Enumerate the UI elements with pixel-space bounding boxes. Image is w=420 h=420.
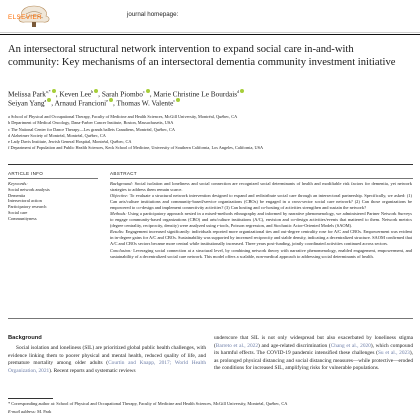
orcid-icon[interactable]	[52, 89, 56, 93]
body-text: underscore that SIL is not only widespread but also exacerbated by loneliness stigma (	[214, 335, 413, 349]
abstract-paragraph	[110, 211, 412, 229]
affiliation-item: b Department of Medical Oncology, Dana-Farber Cancer Institute, Boston, Massachusetts, USA	[8, 120, 174, 126]
keyword-item: Communityness	[8, 215, 37, 221]
journal-header	[0, 0, 420, 34]
author-affiliation-marker: a,*	[45, 89, 51, 94]
article-title: An intersectoral structural network intervention to expand social care in-and-with community: Key mechanisms of an intersectoral dementia community investment initiative	[8, 44, 396, 68]
abstract-paragraph	[110, 181, 412, 193]
author-affiliation-marker: a	[44, 98, 47, 103]
orcid-icon[interactable]	[240, 89, 244, 93]
abstract-section-label: Methods:	[110, 211, 127, 217]
header-divider-dark	[0, 34, 420, 35]
background-heading: Background	[8, 335, 42, 341]
author-name[interactable]: Melissa Park	[8, 89, 46, 99]
keywords-list	[8, 187, 50, 221]
author-name[interactable]: Sarah Piombo	[101, 89, 143, 99]
author-name[interactable]: Thomas W. Valente	[116, 98, 174, 108]
abstract-paragraph	[110, 248, 412, 260]
keyword-item: Participatory research	[8, 204, 47, 210]
authors-line-1: Melissa Park$^{a,*}$ , Keven Lee$^b$ , Sarah Piombo$^c$ , Marie Christine Le Bourdais$^d$	[8, 87, 408, 98]
citation-link[interactable]: Su et al., 2023	[377, 350, 410, 357]
abstract-divider	[110, 178, 413, 179]
citation-link[interactable]: Courtin and Knapp, 2017; World Health Organization, 2021	[8, 360, 206, 374]
orcid-icon[interactable]	[109, 98, 113, 102]
email-line	[8, 409, 413, 415]
abstract-end-divider	[8, 318, 413, 319]
author-name[interactable]: Arnaud Francioni	[54, 98, 107, 108]
orcid-icon[interactable]	[94, 89, 98, 93]
keyword-item: Social care	[8, 209, 28, 215]
email-label: E-mail address:	[8, 409, 37, 414]
orcid-icon[interactable]	[44, 98, 51, 103]
affiliation-item: a School of Physical and Occupational Therapy, Faculty of Medicine and Health Sciences, McGill University, Montréal, Québec, CA	[8, 114, 238, 119]
journal-homepage-label: journal homepage:	[127, 11, 179, 18]
abstract-section-text: To evaluate a structural network intervention designed to expand and redistribute social care through an intersectoral partnership. Specifically, we asked: (1) Can arts/culture institutions and community-based/service organizations (CBOs) be engaged in a cross-sector social care network? (2) Can those organizations be empowered to co-design and implement connectivity activities? (3) Can hosting and co-hosting of activities strengthen and sustain the network?	[110, 193, 412, 211]
abstract-section-text: Engagement increased significantly: individuals reported more organizational ties and out-degree centrality rose for A/C and CBOs. Empowerment was evident in in-degree gains for A/C and CBOs. Sustainability was supported by increased reciprocity and stable density, indicating a decentralized structure. SAOM confirmed that A/C and CBOs sectors became more central while institutionally increased. Three years post-funding, jointly coordinated activities continued across sectors.	[110, 229, 412, 247]
abstract-section-text: Using a participatory approach nested in a mixed-methods ethnography and informed by narrative phenomenology, we administered Partner Network Surveys to engage community-based organizations (CBO) and arts/culture institutions (A/C), envision and co-design activities/events that mattered to them. Network metrics (degree centrality, reciprocity, density) were analyzed using r-tools, Poisson regression, and Stochastic Actor-Oriented Models (SAOM).	[110, 211, 412, 229]
author-name[interactable]: Seiyan Yang	[8, 98, 45, 108]
abstract-section-text: Social isolation and loneliness and social connection are recognized social determinants of health and modifiable risk factors for dementia, yet network strategies to address them remain scarce.	[110, 181, 412, 193]
abstract-body	[110, 181, 412, 260]
body-left-column	[8, 345, 206, 375]
footnote-divider	[8, 398, 53, 399]
keyword-item: Dementia	[8, 192, 26, 198]
author-affiliation-marker: b	[91, 89, 94, 94]
keyword-item: Social network analysis	[8, 187, 50, 192]
header-divider	[0, 32, 420, 33]
author-name[interactable]: Marie Christine Le Bourdais	[153, 89, 238, 99]
abstract-section-label: Background:	[110, 181, 134, 186]
affiliations-divider	[8, 164, 413, 165]
body-text: ) and age-related discrimination (	[258, 342, 331, 349]
article-info-heading: ARTICLE INFO	[8, 171, 44, 176]
author-affiliation-marker: c	[173, 98, 176, 103]
body-text: ), which compound its harmful effects. The COVID-19 pandemic intensified these challenges (	[214, 342, 413, 357]
article-info-divider	[8, 178, 98, 179]
author-affiliation-marker: e	[106, 98, 108, 103]
abstract-paragraph	[110, 229, 412, 247]
abstract-paragraph	[110, 193, 412, 211]
author-name[interactable]: Keven Lee	[59, 89, 92, 99]
orcid-icon[interactable]	[146, 89, 150, 93]
orcid-icon[interactable]	[176, 98, 180, 102]
body-paragraph	[8, 345, 206, 375]
affiliation-item: d Alzheimer Society of Montréal, Montréal, Québec, CA	[8, 132, 106, 138]
author-affiliation-marker: c	[142, 89, 145, 94]
abstract-section-text: Leveraging social connection at a structural level, by combining network theory with narrative phenomenology, enabled engagement, empowerment, and sustainability of a decentralized social care network. This model offers a scalable, non-medical approach to addressing social determinants of health.	[110, 247, 412, 259]
corresponding-author-footnote: * Corresponding author at: School of Physical and Occupational Therapy, Faculty of Medicine and Health Sciences, McGill University, Montréal, Québec, CA	[8, 401, 288, 406]
affiliation-item: c The National Center for Dance Therapy—Les grands ballets Canadiens, Montréal, Québec, CA	[8, 126, 176, 132]
authors-line-2: Seiyan Yang$^a$ , Arnaud Francioni$^e$ , Thomas W. Valente$^c$	[8, 96, 408, 107]
body-text: ), as prolonged physical distancing and social distancing measures—while protective—eroded the conditions for increased SIL, amplifying risks for vulnerable populations.	[214, 350, 413, 372]
citation-link[interactable]: Chang et al., 2020	[330, 342, 371, 349]
affiliation-item: e Lady Davis Institute, Jewish General Hospital, Montréal, Québec, CA	[8, 139, 132, 145]
email-address[interactable]: M. Park	[37, 409, 52, 414]
citation-link[interactable]: Barreto et al., 2022	[215, 342, 258, 349]
body-text: ). Recent reports and systematic reviews	[49, 367, 136, 374]
body-paragraph	[214, 335, 413, 373]
publisher-name: ELSEVIER	[8, 14, 42, 21]
abstract-section-label: Objective:	[110, 193, 129, 199]
keywords-title: Keywords:	[8, 181, 28, 186]
keyword-item: Intersectoral action	[8, 198, 42, 204]
affiliations-list	[8, 114, 413, 152]
body-text: Social isolation and loneliness (SIL) are prioritized global public health challenges, with evidence linking them to poorer physical and mental health, reduced quality of life, and premature mortality among older adults (	[8, 345, 206, 367]
abstract-heading: ABSTRACT	[110, 171, 137, 176]
abstract-section-label: Results:	[110, 229, 125, 235]
author-affiliation-marker: d	[237, 89, 240, 94]
abstract-section-label: Conclusion:	[110, 247, 132, 253]
affiliation-item: f Department of Population and Public Health Sciences, Keck School of Medicine, University of Southern California, Los Angeles, California, USA	[8, 145, 264, 151]
body-right-column	[214, 335, 413, 373]
